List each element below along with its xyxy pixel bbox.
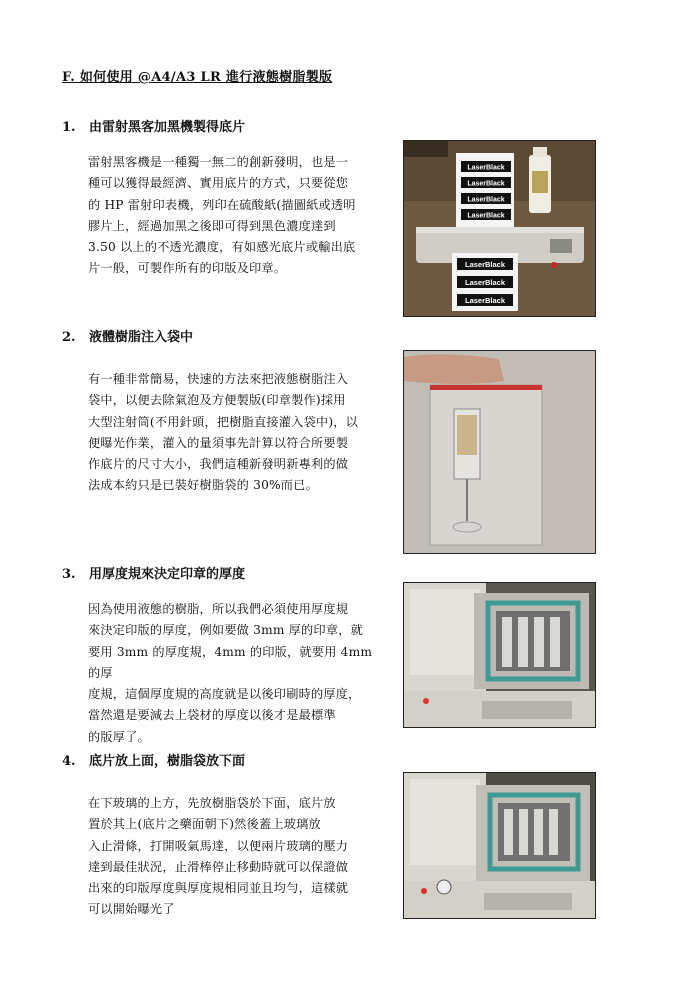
paragraph-line: 3.50 以上的不透光濃度，有如感光底片或輸出底: [88, 240, 356, 255]
paragraph-line: 的版厚了。: [88, 729, 150, 744]
photo-label: LaserBlack: [467, 196, 505, 204]
section-1-title: [62, 116, 245, 135]
section-number: 2.: [62, 330, 76, 345]
photo-label: LaserBlack: [467, 180, 505, 188]
photo-label: LaserBlack: [464, 260, 506, 269]
section-number: 1.: [62, 120, 76, 135]
resin-bag-photo: [403, 350, 596, 554]
paragraph-line: 出來的印版厚度與厚度規相同並且均勻，這樣就: [88, 881, 349, 896]
section-heading: 底片放上面，樹脂袋放下面: [89, 754, 246, 769]
paragraph-line: 入止滑條，打開吸氣馬達，以便兩片玻璃的壓力: [88, 838, 349, 853]
section-3-paragraph: [88, 599, 388, 748]
page-heading: F. 如何使用 @A4/A3 LR 進行液態樹脂製版: [62, 70, 333, 85]
section-3-title: [62, 563, 245, 582]
exposure-unit-photo: [403, 772, 596, 919]
paragraph-line: 種可以獲得最經濟、實用底片的方式，只要從您: [88, 176, 349, 191]
section-2-title: [62, 326, 193, 345]
paragraph-line: 法成本約只是已裝好樹脂袋的 30%而已。: [88, 478, 318, 493]
paragraph-line: 當然還是要減去上袋材的厚度以後才是最標準: [88, 708, 336, 723]
paragraph-line: 大型注射筒(不用針頭，把樹脂直接灌入袋中)，以: [88, 414, 359, 429]
section-heading: 用厚度規來決定印章的厚度: [89, 567, 246, 582]
paragraph-line: 置於其上(底片之藥面朝下)然後蓋上玻璃放: [88, 817, 321, 832]
paragraph-line: 便曝光作業，灌入的量須事先計算以符合所要製: [88, 435, 349, 450]
laserblack-machine-photo: [403, 140, 596, 317]
section-4-paragraph: [88, 793, 388, 921]
section-1-paragraph: [88, 152, 388, 280]
photo-label: LaserBlack: [467, 212, 505, 220]
paragraph-line: 因為使用液態的樹脂，所以我們必須使用厚度規: [88, 602, 349, 616]
photo-label: LaserBlack: [467, 164, 505, 172]
section-number: 4.: [62, 754, 76, 769]
paragraph-line: 的 HP 雷射印表機，列印在硫酸紙(描圖紙或透明: [88, 197, 356, 212]
paragraph-line: 有一種非常簡易，快速的方法來把液態樹脂注入: [88, 372, 349, 386]
paragraph-line: 在下玻璃的上方，先放樹脂袋於下面，底片放: [88, 796, 336, 810]
paragraph-line: 可以開始曝光了: [88, 902, 175, 917]
section-2-paragraph: [88, 369, 388, 497]
paragraph-line: 雷射黑客機是一種獨一無二的創新發明，也是一: [88, 155, 349, 169]
paragraph-line: 膠片上，經過加黑之後即可得到黑色濃度達到: [88, 218, 336, 233]
section-4-title: [62, 750, 245, 769]
paragraph-line: 作底片的尺寸大小，我們這種新發明新專利的做: [88, 457, 349, 472]
section-heading: 由雷射黑客加黑機製得底片: [89, 120, 246, 135]
paragraph-line: 來決定印版的厚度，例如要做 3mm 厚的印章，就: [88, 623, 363, 638]
section-heading: 液體樹脂注入袋中: [89, 330, 194, 345]
thickness-gauge-machine-photo: [403, 582, 596, 728]
photo-label: LaserBlack: [464, 278, 506, 287]
paragraph-line: 達到最佳狀況，止滑棒停止移動時就可以保證做: [88, 859, 349, 874]
paragraph-line: 要用 3mm 的厚度規，4mm 的印版，就要用 4mm 的厚: [88, 644, 373, 680]
paragraph-line: 袋中，以便去除氣泡及方便製版(印章製作)採用: [88, 393, 346, 408]
section-number: 3.: [62, 567, 76, 582]
paragraph-line: 片一般，可製作所有的印版及印章。: [88, 261, 287, 276]
paragraph-line: 度規，這個厚度規的高度就是以後印刷時的厚度，: [88, 687, 361, 702]
photo-label: LaserBlack: [464, 296, 506, 305]
